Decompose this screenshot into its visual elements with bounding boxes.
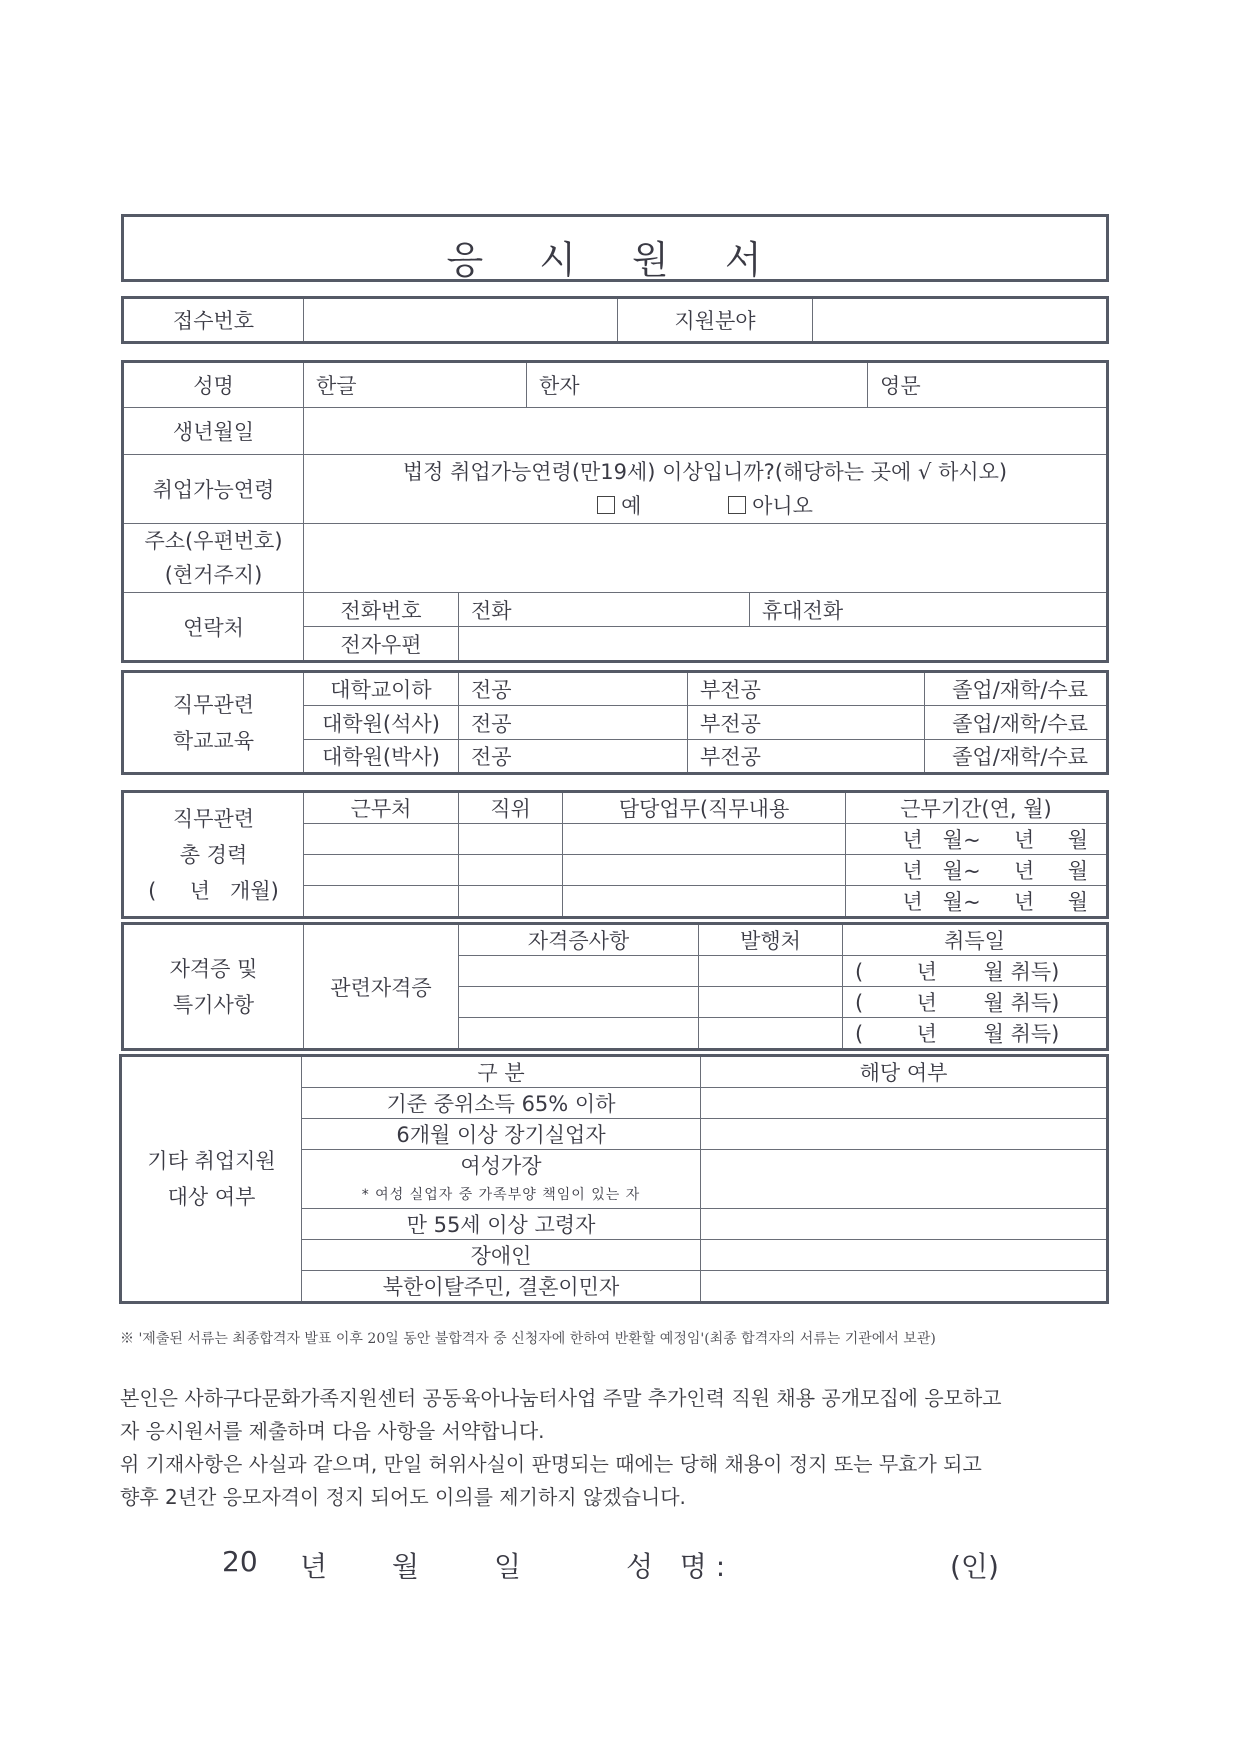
career-period-cell[interactable]: 년 월~ 년 월: [846, 855, 1108, 886]
career-workplace-cell[interactable]: [304, 855, 459, 886]
career-label-line1: 직무관련: [172, 806, 255, 831]
support-applicable-cell[interactable]: [701, 1119, 1108, 1150]
working-age-question: 법정 취업가능연령(만19세) 이상입니까?(해당하는 곳에 √ 하시오): [402, 460, 1008, 484]
document-return-note: ※ '제출된 서류는 최종합격자 발표 이후 20일 동안 불합격자 중 신청자에 한하여 반환할 예정임'(최종 합격자의 서류는 기관에서 보관): [120, 1331, 936, 1347]
license-table: [121, 922, 1109, 1051]
education-major[interactable]: 전공: [459, 672, 688, 706]
support-label: [121, 1056, 302, 1303]
working-age-label: 취업가능연령: [123, 455, 304, 524]
license-header-date: 취득일: [843, 924, 1108, 956]
address-label-line1: 주소(우편번호): [144, 529, 283, 553]
pledge-line: 위 기재사항은 사실과 같으며, 만일 허위사실이 판명되는 때에는 당해 채용이 정지 또는 무효가 되고: [120, 1452, 982, 1476]
career-duties-cell[interactable]: [563, 855, 846, 886]
support-applicable-cell[interactable]: [701, 1150, 1108, 1209]
license-issuer-cell[interactable]: [699, 956, 843, 987]
support-applicable-cell[interactable]: [701, 1270, 1108, 1302]
form-title: 응 시 원 서: [446, 238, 784, 282]
pledge-line: 본인은 사하구다문화가족지원센터 공동육아나눔터사업 주말 추가인력 직원 채용 공개모집에 응모하고: [120, 1386, 1002, 1410]
career-total-period: ( 년 개월): [148, 878, 279, 903]
personal-info-table: [121, 360, 1109, 663]
phone-number-label: 전화번호: [304, 593, 459, 627]
name-hanja-field[interactable]: 한자: [527, 362, 868, 408]
related-license-label: 관련자격증: [304, 924, 459, 1050]
pledge-text: [120, 1382, 1120, 1514]
career-duties-cell[interactable]: [563, 886, 846, 918]
form-title-box: [121, 214, 1109, 282]
license-label-line1: 자격증 및: [169, 956, 258, 981]
no-label: 아니오: [752, 494, 813, 518]
support-applicable-cell[interactable]: [701, 1239, 1108, 1270]
career-table: [121, 790, 1109, 919]
support-label-line2: 대상 여부: [167, 1184, 256, 1209]
yes-checkbox[interactable]: [597, 496, 615, 514]
education-minor[interactable]: 부전공: [688, 672, 925, 706]
support-category-note: * 여성 실업자 중 가족부양 책임이 있는 자: [302, 1180, 701, 1208]
birth-label: 생년월일: [123, 408, 304, 455]
career-header-period: 근무기간(연, 월): [846, 792, 1108, 824]
name-label: 성명: [123, 362, 304, 408]
support-header-applicable: 해당 여부: [701, 1056, 1108, 1088]
no-option[interactable]: [728, 494, 813, 518]
name-hangul-field[interactable]: 한글: [304, 362, 527, 408]
support-category: 여성가장: [302, 1150, 701, 1181]
email-field[interactable]: [459, 627, 1108, 662]
license-label: [123, 924, 304, 1050]
address-label: [123, 524, 304, 593]
signature-year-unit: 년: [300, 1550, 328, 1583]
career-header-duties: 담당업무(직무내용: [563, 792, 846, 824]
license-header-item: 자격증사항: [459, 924, 699, 956]
support-applicable-cell[interactable]: [701, 1088, 1108, 1119]
signature-name-label: 성 명 :: [626, 1550, 726, 1583]
signature-seal: (인): [950, 1550, 999, 1583]
address-field[interactable]: [304, 524, 1108, 593]
reception-number-label: 접수번호: [123, 298, 304, 343]
career-workplace-cell[interactable]: [304, 824, 459, 855]
pledge-line: 향후 2년간 응모자격이 정지 되어도 이의를 제기하지 않겠습니다.: [120, 1485, 686, 1509]
support-category: 6개월 이상 장기실업자: [302, 1119, 701, 1150]
reception-table: [121, 296, 1109, 344]
education-label-line1: 직무관련: [172, 692, 255, 717]
education-level: 대학원(석사): [304, 706, 459, 740]
education-table: [121, 670, 1109, 775]
education-minor[interactable]: 부전공: [688, 740, 925, 774]
support-category: 장애인: [302, 1239, 701, 1270]
mobile-field[interactable]: 휴대전화: [750, 593, 1108, 627]
education-status[interactable]: 졸업/재학/수료: [925, 672, 1108, 706]
education-status[interactable]: 졸업/재학/수료: [925, 740, 1108, 774]
email-label: 전자우편: [304, 627, 459, 662]
career-period-cell[interactable]: 년 월~ 년 월: [846, 824, 1108, 855]
license-date-cell[interactable]: ( 년 월 취득): [843, 1018, 1108, 1050]
license-item-cell[interactable]: [459, 956, 699, 987]
education-label: [123, 672, 304, 774]
address-label-line2: (현거주지): [164, 563, 263, 587]
support-label-line1: 기타 취업지원: [147, 1148, 276, 1173]
support-category: 기준 중위소득 65% 이하: [302, 1088, 701, 1119]
phone-field[interactable]: 전화: [459, 593, 750, 627]
no-checkbox[interactable]: [728, 496, 746, 514]
signature-day-unit: 일: [494, 1550, 522, 1583]
education-minor[interactable]: 부전공: [688, 706, 925, 740]
contact-label: 연락처: [123, 593, 304, 662]
education-major[interactable]: 전공: [459, 740, 688, 774]
education-major[interactable]: 전공: [459, 706, 688, 740]
career-label: [123, 792, 304, 918]
license-header-issuer: 발행처: [699, 924, 843, 956]
career-workplace-cell[interactable]: [304, 886, 459, 918]
license-item-cell[interactable]: [459, 987, 699, 1018]
license-label-line2: 특기사항: [172, 992, 255, 1017]
yes-label: 예: [621, 494, 642, 518]
career-header-position: 직위: [459, 792, 563, 824]
education-level: 대학원(박사): [304, 740, 459, 774]
license-issuer-cell[interactable]: [699, 987, 843, 1018]
license-issuer-cell[interactable]: [699, 1018, 843, 1050]
working-age-cell: [304, 455, 1108, 524]
signature-year: 20: [222, 1545, 258, 1578]
reception-number-field[interactable]: [304, 298, 618, 343]
pledge-line: 자 응시원서를 제출하며 다음 사항을 서약합니다.: [120, 1419, 545, 1443]
education-label-line2: 학교교육: [172, 728, 255, 753]
career-period-cell[interactable]: 년 월~ 년 월: [846, 886, 1108, 918]
career-duties-cell[interactable]: [563, 824, 846, 855]
application-field-input[interactable]: [813, 298, 1108, 343]
license-date-cell[interactable]: ( 년 월 취득): [843, 987, 1108, 1018]
career-header-workplace: 근무처: [304, 792, 459, 824]
education-level: 대학교이하: [304, 672, 459, 706]
support-header-category: 구 분: [302, 1056, 701, 1088]
career-position-cell[interactable]: [459, 855, 563, 886]
career-label-line2: 총 경력: [179, 842, 248, 867]
support-category: 북한이탈주민, 결혼이민자: [302, 1270, 701, 1302]
license-date-cell[interactable]: ( 년 월 취득): [843, 956, 1108, 987]
career-position-cell[interactable]: [459, 886, 563, 918]
career-position-cell[interactable]: [459, 824, 563, 855]
education-status[interactable]: 졸업/재학/수료: [925, 706, 1108, 740]
application-field-label: 지원분야: [618, 298, 813, 343]
signature-month-unit: 월: [392, 1550, 420, 1583]
support-target-table: [119, 1054, 1109, 1304]
license-item-cell[interactable]: [459, 1018, 699, 1050]
name-english-field[interactable]: 영문: [868, 362, 1108, 408]
support-applicable-cell[interactable]: [701, 1208, 1108, 1239]
yes-option[interactable]: [597, 494, 641, 518]
birth-field[interactable]: [304, 408, 1108, 455]
support-category: 만 55세 이상 고령자: [302, 1208, 701, 1239]
